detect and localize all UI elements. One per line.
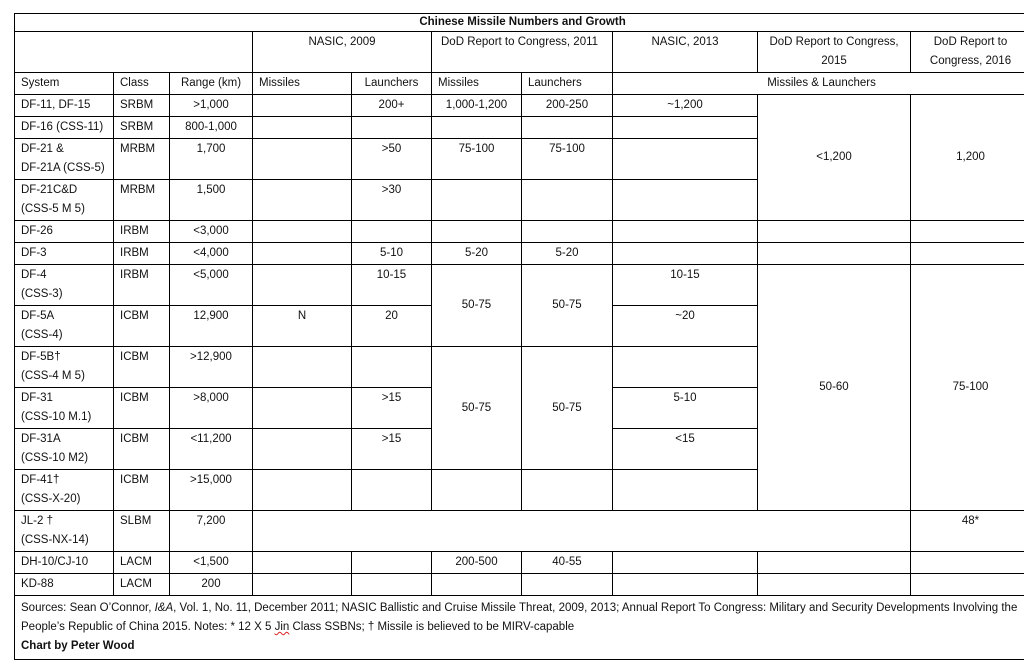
table-row [15, 95, 1024, 117]
cell-range: 7,200 [170, 511, 253, 552]
cell-system: DF-21C&D (CSS-5 M 5) [15, 180, 114, 221]
table-row [15, 574, 1024, 596]
cell-class: SRBM [114, 95, 170, 117]
cell-class: ICBM [114, 388, 170, 429]
cell-system: DF-11, DF-15 [15, 95, 114, 117]
header-range: Range (km) [170, 73, 253, 95]
cell-range: 1,500 [170, 180, 253, 221]
cell-range: 200 [170, 574, 253, 596]
cell-class: ICBM [114, 347, 170, 388]
cell-dod-2015-group1: <1,200 [758, 95, 911, 221]
cell-launchers-2011-group1: 50-75 [522, 265, 613, 347]
cell-range: 1,700 [170, 139, 253, 180]
cell-dod-2016-group2: 75-100 [911, 265, 1024, 511]
cell-class: ICBM [114, 306, 170, 347]
cell-system: KD-88 [15, 574, 114, 596]
cell-range: <1,500 [170, 552, 253, 574]
cell-range: <3,000 [170, 221, 253, 243]
cell-range: 800-1,000 [170, 117, 253, 139]
cell-class: MRBM [114, 180, 170, 221]
cell-range: <4,000 [170, 243, 253, 265]
cell-system: DF-31 (CSS-10 M.1) [15, 388, 114, 429]
cell-launchers-2009: >15 [352, 388, 432, 429]
cell-range: >12,900 [170, 347, 253, 388]
cell-nasic-2013: ~20 [613, 306, 758, 347]
cell-missiles-2011: 1,000-1,200 [432, 95, 522, 117]
cell-nasic-2013: ~1,200 [613, 95, 758, 117]
cell-class: SRBM [114, 117, 170, 139]
cell-launchers-2011: 75-100 [522, 139, 613, 180]
cell-missiles-2009: N [253, 306, 352, 347]
cell-range: <5,000 [170, 265, 253, 306]
cell-nasic-2013: 5-10 [613, 388, 758, 429]
cell-launchers-2009: 200+ [352, 95, 432, 117]
table-row [15, 243, 1024, 265]
cell-launchers-2009: 5-10 [352, 243, 432, 265]
cell-system: DF-16 (CSS-11) [15, 117, 114, 139]
cell-launchers-2009: 10-15 [352, 265, 432, 306]
cell-class: SLBM [114, 511, 170, 552]
cell-dod-2016: 48* [911, 511, 1024, 552]
cell-launchers-2009: >50 [352, 139, 432, 180]
header-launchers-2009: Launchers [352, 73, 432, 95]
column-header-row [15, 73, 1024, 95]
cell-missiles-2011: 200-500 [432, 552, 522, 574]
cell-class: MRBM [114, 139, 170, 180]
cell-system: DF-26 [15, 221, 114, 243]
cell-system: DF-4 (CSS-3) [15, 265, 114, 306]
title-row [15, 14, 1024, 32]
sources-note: Sources: Sean O’Connor, I&A, Vol. 1, No. 11, December 2011; NASIC Ballistic and Cruise Missile Threat, 2009, 2013; Annual Report To Congress: Military and Security Developments Involving the People’s Republic of China 2015. Notes: * 12 X 5 Jin Class SSBNs; † Missile is believed to be MIRV-capable Chart by Peter Wood [15, 596, 1024, 660]
missile-table [14, 13, 1024, 660]
cell-range: >1,000 [170, 95, 253, 117]
cell-missiles-2011-group1: 50-75 [432, 265, 522, 347]
header-missiles-launchers: Missiles & Launchers [613, 73, 1024, 95]
header-dod-2016: DoD Report to Congress, 2016 [911, 32, 1024, 73]
cell-system: DF-3 [15, 243, 114, 265]
table-row [15, 265, 1024, 306]
table-row [15, 552, 1024, 574]
cell-range: 12,900 [170, 306, 253, 347]
table-container [14, 13, 1018, 660]
footer-row [15, 596, 1024, 660]
header-nasic-2009: NASIC, 2009 [253, 32, 432, 73]
cell-launchers-2011-group2: 50-75 [522, 347, 613, 470]
source-header-row [15, 32, 1024, 73]
cell-launchers-2009: >30 [352, 180, 432, 221]
cell-class: IRBM [114, 221, 170, 243]
cell-launchers-2009: 20 [352, 306, 432, 347]
chart-credit: Chart by Peter Wood [21, 640, 135, 652]
header-nasic-2013: NASIC, 2013 [613, 32, 758, 73]
header-dod-2015: DoD Report to Congress, 2015 [758, 32, 911, 73]
cell-missiles-2011: 5-20 [432, 243, 522, 265]
cell-dod-2016-group1: 1,200 [911, 95, 1024, 221]
cell-launchers-2011: 200-250 [522, 95, 613, 117]
cell-system: DH-10/CJ-10 [15, 552, 114, 574]
cell-class: ICBM [114, 429, 170, 470]
cell-launchers-2009: >15 [352, 429, 432, 470]
cell-class: ICBM [114, 470, 170, 511]
cell-system: DF-31A (CSS-10 M2) [15, 429, 114, 470]
cell-range: >15,000 [170, 470, 253, 511]
cell-launchers-2011: 40-55 [522, 552, 613, 574]
cell-nasic-2013: <15 [613, 429, 758, 470]
cell-class: IRBM [114, 265, 170, 306]
cell-missiles-2011: 75-100 [432, 139, 522, 180]
header-class: Class [114, 73, 170, 95]
cell-missiles-2011-group2: 50-75 [432, 347, 522, 470]
cell-class: IRBM [114, 243, 170, 265]
table-title: Chinese Missile Numbers and Growth [15, 14, 1024, 32]
cell-system: DF-21 & DF-21A (CSS-5) [15, 139, 114, 180]
cell-system: DF-5B† (CSS-4 M 5) [15, 347, 114, 388]
cell-system: DF-41† (CSS-X-20) [15, 470, 114, 511]
table-row [15, 221, 1024, 243]
header-missiles-2011: Missiles [432, 73, 522, 95]
cell-range: <11,200 [170, 429, 253, 470]
cell-range: >8,000 [170, 388, 253, 429]
cell-nasic-2013: 10-15 [613, 265, 758, 306]
header-system: System [15, 73, 114, 95]
cell-system: DF-5A (CSS-4) [15, 306, 114, 347]
cell-class: LACM [114, 552, 170, 574]
cell-system: JL-2 † (CSS-NX-14) [15, 511, 114, 552]
header-missiles-2009: Missiles [253, 73, 352, 95]
cell-launchers-2011: 5-20 [522, 243, 613, 265]
table-row [15, 511, 1024, 552]
header-launchers-2011: Launchers [522, 73, 613, 95]
cell-dod-2015-group2: 50-60 [758, 265, 911, 511]
cell-class: LACM [114, 574, 170, 596]
header-dod-2011: DoD Report to Congress, 2011 [432, 32, 613, 73]
